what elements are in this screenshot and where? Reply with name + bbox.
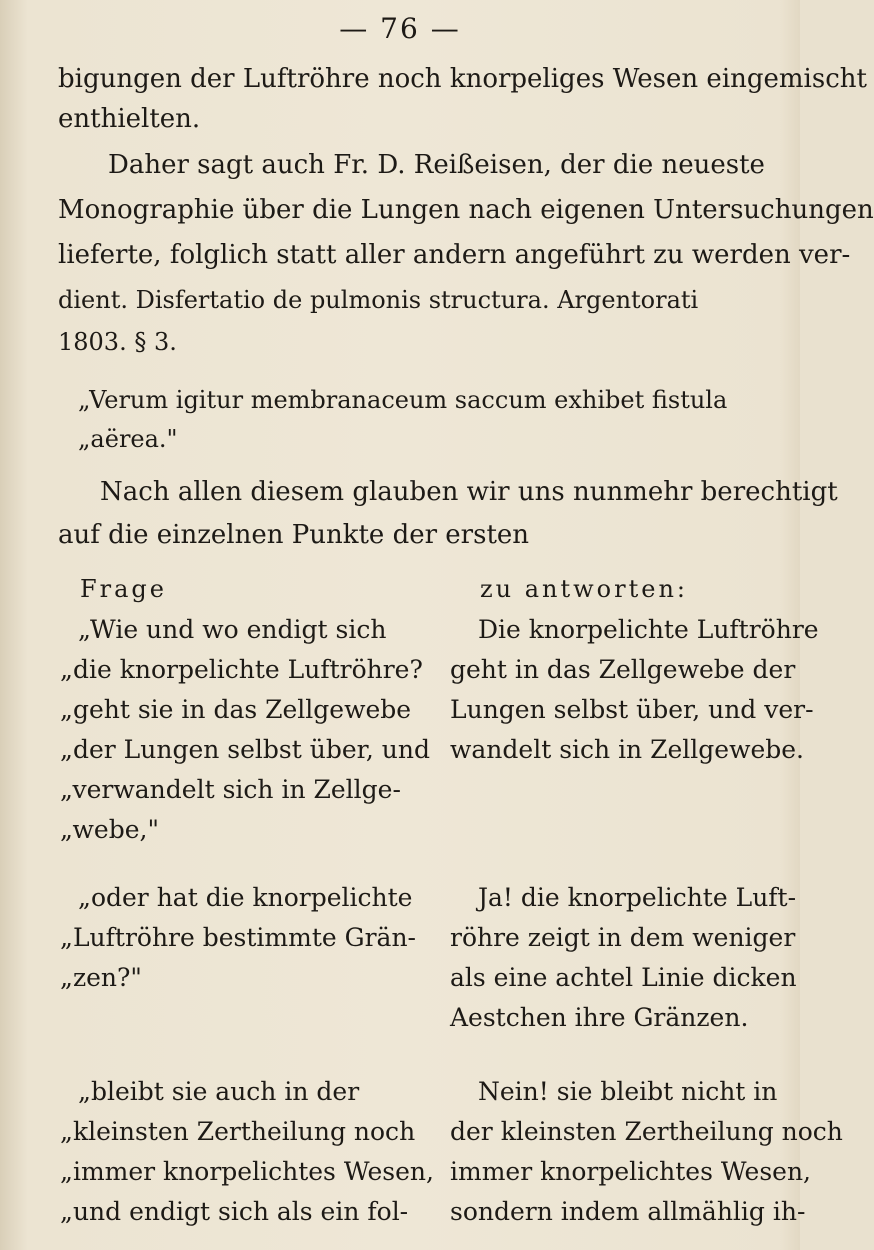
answer-line: Lungen selbst über, und ver- [450,695,814,724]
answer-block-2 [450,878,797,1038]
question-block-1 [60,610,430,850]
answer-line: röhre zeigt in dem weniger [450,923,796,952]
question-line: „die knorpelichte Luftröhre? [60,655,423,684]
question-line: „oder hat die knorpelichte [78,883,413,912]
answer-line: der kleinsten Zertheilung noch [450,1117,843,1146]
answer-block-1 [450,610,819,770]
column-heading-question: Frage [80,575,167,603]
answer-line: Aestchen ihre Gränzen. [450,1003,749,1032]
text-line: auf die einzelnen Punkte der ersten [58,520,530,550]
text-line: enthielten. [58,104,201,134]
page-number: — 76 — [339,12,461,45]
question-line: „verwandelt sich in Zellge- [60,775,401,804]
question-line: „immer knorpelichtes Wesen, [60,1157,434,1186]
text-line: Nach allen diesem glauben wir uns nunmehr berechtigt [100,477,838,507]
answer-line: immer knorpelichtes Wesen, [450,1157,811,1186]
latin-quote-line: „Verum igitur membranaceum saccum exhibet fistula [78,386,728,414]
question-line: „geht sie in das Zellgewebe [60,695,412,724]
answer-block-3 [450,1072,843,1232]
question-line: „Luftröhre bestimmte Grän- [60,923,416,952]
answer-line: sondern indem allmählig ih- [450,1197,806,1226]
answer-line: wandelt sich in Zellgewebe. [450,735,805,764]
question-line: „bleibt sie auch in der [78,1077,360,1106]
answer-line: Nein! sie bleibt nicht in [478,1077,778,1106]
answer-line: geht in das Zellgewebe der [450,655,796,684]
latin-quote-line: „aërea." [78,425,178,453]
question-block-3 [60,1072,434,1232]
answer-line: als eine achtel Linie dicken [450,963,797,992]
text-line: Daher sagt auch Fr. D. Reißeisen, der die neueste [108,150,765,180]
question-line: „webe," [60,815,159,844]
answer-line: Ja! die knorpelichte Luft- [478,883,797,912]
answer-line: Die knorpelichte Luftröhre [478,615,819,644]
text-line: Monographie über die Lungen nach eigenen Untersuchungen [58,195,874,225]
text-line: 1803. § 3. [58,328,177,356]
column-heading-answer: zu antworten: [480,575,688,603]
question-line: „Wie und wo endigt sich [78,615,387,644]
text-line: lieferte, folglich statt aller andern angeführt zu werden ver- [58,240,851,270]
question-line: „der Lungen selbst über, und [60,735,430,764]
text-line: bigungen der Luftröhre noch knorpeliges Wesen eingemischt [58,64,867,94]
question-line: „zen?" [60,963,142,992]
question-block-2 [60,878,416,998]
text-line: dient. Disfertatio de pulmonis structura. Argentorati [58,286,699,314]
question-line: „kleinsten Zertheilung noch [60,1117,416,1146]
question-line: „und endigt sich als ein fol- [60,1197,409,1226]
